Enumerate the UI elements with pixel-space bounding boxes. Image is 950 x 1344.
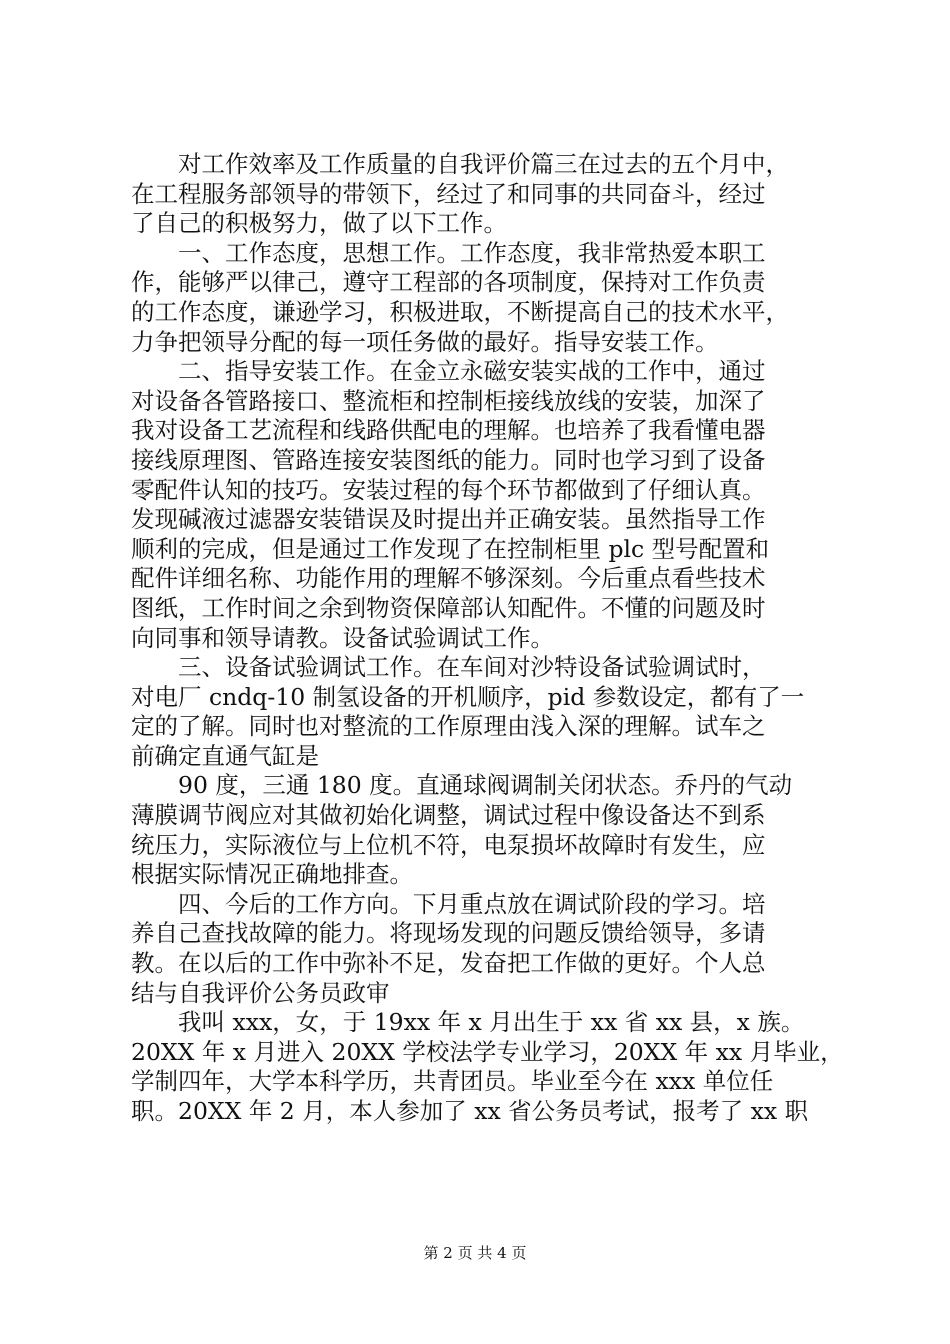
- text-line: 学制四年，大学本科学历，共青团员。毕业至今在 xxx 单位任: [131, 1067, 774, 1096]
- text-line: 三、设备试验调试工作。在车间对沙特设备试验调试时，: [131, 653, 766, 682]
- text-line: 根据实际情况正确地排查。: [131, 860, 413, 889]
- text-line: 在工程服务部领导的带领下，经过了和同事的共同奋斗，经过: [131, 179, 766, 208]
- text-line: 的工作态度，谦逊学习，积极进取，不断提高自己的技术水平，: [131, 297, 789, 326]
- page-number-footer: 第 2 页 共 4 页: [423, 1244, 527, 1262]
- text-line: 职。20XX 年 2 月，本人参加了 xx 省公务员考试，报考了 xx 职: [131, 1097, 809, 1125]
- document-body: [131, 150, 866, 1127]
- text-line: 教。在以后的工作中弥补不足，发奋把工作做的更好。个人总: [131, 949, 766, 978]
- text-line: 结与自我评价公务员政审: [131, 978, 390, 1007]
- text-line: 了自己的积极努力，做了以下工作。: [131, 209, 507, 238]
- text-line: 前确定直通气缸是: [131, 741, 319, 770]
- text-line: 一、工作态度，思想工作。工作态度，我非常热爱本职工: [131, 238, 766, 267]
- text-line: 零配件认知的技巧。安装过程的每个环节都做到了仔细认真。: [131, 475, 766, 504]
- text-line: 发现碱液过滤器安装错误及时提出并正确安装。虽然指导工作: [131, 505, 766, 534]
- text-line: 对设备各管路接口、整流柜和控制柜接线放线的安装，加深了: [131, 386, 766, 415]
- text-line: 二、指导安装工作。在金立永磁安装实战的工作中，通过: [131, 357, 766, 386]
- text-line: 20XX 年 x 月进入 20XX 学校法学专业学习，20XX 年 xx 月毕业，: [131, 1037, 844, 1066]
- text-line: 接线原理图、管路连接安装图纸的能力。同时也学习到了设备: [131, 445, 766, 474]
- text-line: 定的了解。同时也对整流的工作原理由浅入深的理解。试车之: [131, 712, 766, 741]
- text-line: 我叫 xxx，女，于 19xx 年 x 月出生于 xx 省 xx 县，x 族。: [131, 1008, 805, 1037]
- text-line: 薄膜调节阀应对其做初始化调整，调试过程中像设备达不到系: [131, 801, 766, 830]
- text-line: 作，能够严以律己，遵守工程部的各项制度，保持对工作负责: [131, 268, 766, 297]
- text-line: 图纸，工作时间之余到物资保障部认知配件。不懂的问题及时: [131, 593, 766, 622]
- text-line: 对电厂 cndq-10 制氢设备的开机顺序，pid 参数设定，都有了一: [131, 682, 805, 711]
- text-line: 向同事和领导请教。设备试验调试工作。: [131, 623, 554, 652]
- text-line: 四、今后的工作方向。下月重点放在调试阶段的学习。培: [131, 889, 766, 918]
- text-line: 顺利的完成，但是通过工作发现了在控制柜里 plc 型号配置和: [131, 534, 770, 563]
- text-line: 养自己查找故障的能力。将现场发现的问题反馈给领导，多请: [131, 919, 766, 948]
- text-line: 对工作效率及工作质量的自我评价篇三在过去的五个月中，: [131, 150, 789, 178]
- text-line: 我对设备工艺流程和线路供配电的理解。也培养了我看懂电器: [131, 416, 766, 445]
- text-line: 力争把领导分配的每一项任务做的最好。指导安装工作。: [131, 327, 719, 356]
- text-line: 统压力，实际液位与上位机不符，电泵损坏故障时有发生，应: [131, 830, 766, 859]
- text-line: 90 度，三通 180 度。直通球阀调制关闭状态。乔丹的气动: [131, 771, 793, 800]
- text-line: 配件详细名称、功能作用的理解不够深刻。今后重点看些技术: [131, 564, 766, 593]
